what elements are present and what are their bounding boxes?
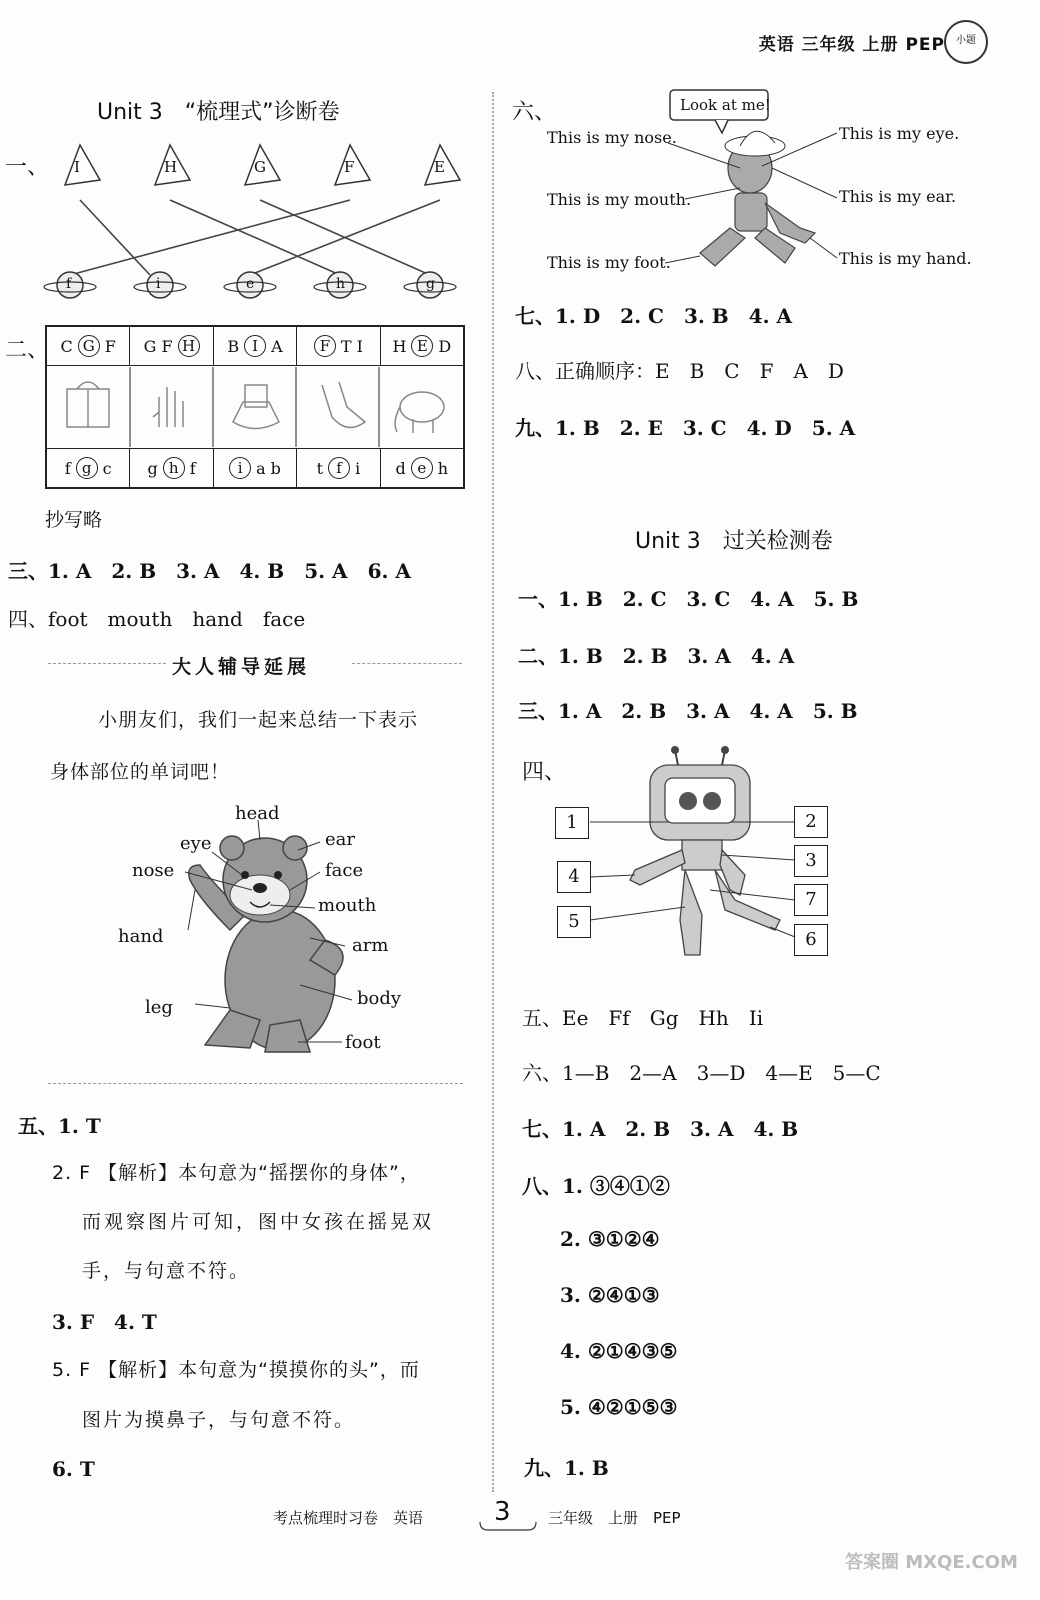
q2-label: 二、 (5, 338, 50, 363)
robot-box-7: 7 (794, 884, 828, 916)
grid-letter: f (189, 458, 196, 478)
extension-text: 小朋友们，我们一起来总结一下表示 (98, 709, 419, 731)
grid-letter: c (102, 458, 112, 478)
label-mouth: This is my mouth. (547, 190, 692, 209)
robot-box-3: 3 (794, 845, 828, 877)
robot-box-6: 6 (794, 924, 828, 956)
r8-4: 4. ②①④③⑤ (560, 1339, 678, 1363)
bear-label-foot: foot (345, 1032, 381, 1053)
planet-letter: i (156, 276, 161, 292)
r8-3: 3. ②④①③ (560, 1283, 660, 1307)
q5-5-line: 5. F 【解析】本句意为“摸摸你的头”，而 (52, 1359, 420, 1381)
q9-answers: 九、1. B 2. E 3. C 4. D 5. A (515, 416, 856, 440)
circled-letter: i (229, 457, 251, 479)
bear-label-face: face (325, 860, 364, 881)
label-ear: This is my ear. (839, 187, 957, 206)
q8-answers: 八、正确顺序：E B C F A D (515, 359, 844, 383)
right-title: Unit 3 过关检测卷 (635, 529, 833, 554)
bear-label-hand: hand (118, 926, 164, 947)
letter-picture-grid (45, 325, 465, 489)
q7-answers: 七、1. D 2. C 3. B 4. A (515, 304, 793, 328)
bear-label-nose: nose (132, 860, 175, 881)
divider-dash (48, 1083, 463, 1084)
grid-bottom-row (47, 448, 463, 487)
circled-letter: f (328, 457, 350, 479)
grid-letter: F (104, 336, 116, 356)
planet-letter: e (246, 276, 255, 292)
r8-2: 2. ③①②④ (560, 1227, 660, 1251)
circled-letter: G (78, 335, 100, 357)
bear-label-ear: ear (325, 829, 355, 850)
robot-box-5: 5 (557, 906, 591, 938)
grid-letter: I (356, 336, 363, 356)
footer-left: 考点梳理时习卷 英语 (273, 1509, 424, 1527)
rocket-letter: H (164, 158, 178, 176)
q5-2-line: 而观察图片可知，图中女孩在摇晃双 (82, 1211, 435, 1233)
circled-letter: H (178, 335, 200, 357)
grid-letter: C (60, 336, 73, 356)
q5-6: 6. T (52, 1457, 95, 1481)
bear-label-body: body (357, 988, 402, 1009)
r8-1: 八、1. ③④①② (522, 1174, 670, 1198)
divider-dash (48, 663, 166, 664)
r2-answers: 二、1. B 2. B 3. A 4. A (518, 644, 795, 668)
rocket-letter: E (434, 158, 445, 176)
left-title: Unit 3 “梳理式”诊断卷 (97, 100, 340, 125)
bear-label-arm: arm (352, 935, 389, 956)
copy-note: 抄写略 (45, 509, 103, 531)
r5-answers: 五、Ee Ff Gg Hh Ii (522, 1006, 764, 1030)
grid-top-row (47, 327, 463, 366)
circled-letter: h (163, 457, 185, 479)
extension-title: 大人辅导延展 (172, 656, 311, 678)
q5-3: 3. F 4. T (52, 1310, 157, 1334)
speech-bubble: Look at me! (680, 96, 771, 114)
robot-box-2: 2 (794, 806, 828, 838)
q5-2-line: 2. F 【解析】本句意为“摇摆你的身体”， (52, 1162, 420, 1184)
rocket-letter: I (74, 158, 80, 176)
page-number-bracket (478, 1520, 538, 1532)
bear-label-mouth: mouth (318, 895, 377, 916)
r4-label: 四、 (522, 760, 567, 785)
column-divider (492, 92, 494, 1492)
page-number: 3 (494, 1497, 511, 1527)
robot-box-4: 4 (557, 861, 591, 893)
r8-5: 5. ④②①⑤③ (560, 1395, 678, 1419)
grid-letter: a (256, 458, 266, 478)
grid-letter: g (147, 458, 158, 478)
circled-letter: e (411, 457, 433, 479)
rocket-letter: F (344, 158, 355, 176)
grid-letter: F (161, 336, 173, 356)
q6-label: 六、 (512, 100, 557, 125)
watermark: 答案圈 MXQE.COM (845, 1552, 1018, 1573)
label-nose: This is my nose. (547, 128, 677, 147)
q4-answers: 四、foot mouth hand face (8, 607, 306, 631)
grid-letter: b (270, 458, 281, 478)
r7-answers: 七、1. A 2. B 3. A 4. B (522, 1117, 799, 1141)
r3-answers: 三、1. A 2. B 3. A 4. A 5. B (518, 699, 858, 723)
q5-5-line: 图片为摸鼻子，与句意不符。 (82, 1409, 356, 1431)
bear-label-eye: eye (180, 833, 212, 854)
circled-letter: F (314, 335, 336, 357)
q3-answers: 三、1. A 2. B 3. A 4. B 5. A 6. A (8, 559, 411, 583)
q5-1: 五、1. T (18, 1114, 101, 1138)
grid-letter: G (143, 336, 157, 356)
bear-label-head: head (235, 803, 280, 824)
grid-letter: T (340, 336, 352, 356)
bear-label-leg: leg (145, 997, 173, 1018)
q1-label: 一、 (5, 155, 50, 180)
grid-letter: d (395, 458, 406, 478)
r9-answers: 九、1. B (524, 1456, 609, 1480)
grid-letter: h (437, 458, 449, 478)
circled-letter: g (76, 457, 98, 479)
q5-2-line: 手，与句意不符。 (82, 1260, 251, 1282)
grid-letter: t (316, 458, 324, 478)
grid-letter: B (227, 336, 240, 356)
header-text: 英语 三年级 上册 PEP (758, 35, 945, 55)
rocket-letter: G (254, 158, 266, 176)
grid-letter: i (355, 458, 361, 478)
grid-letter: A (271, 336, 283, 356)
label-eye: This is my eye. (839, 124, 960, 143)
grid-letter: H (392, 336, 407, 356)
circled-letter: E (411, 335, 433, 357)
footer-right: 三年级 上册 PEP (548, 1509, 681, 1527)
extension-text: 身体部位的单词吧！ (50, 761, 231, 783)
r1-answers: 一、1. B 2. C 3. C 4. A 5. B (518, 587, 859, 611)
grid-letter: f (64, 458, 71, 478)
grid-letter: D (438, 336, 452, 356)
planet-letter: f (66, 276, 72, 292)
label-hand: This is my hand. (839, 249, 972, 268)
label-foot: This is my foot. (547, 253, 671, 272)
r6-answers: 六、1—B 2—A 3—D 4—E 5—C (522, 1061, 881, 1085)
grid-pictures (47, 367, 463, 447)
planet-letter: h (336, 276, 346, 292)
publisher-logo: 小题 (944, 20, 988, 64)
robot-box-1: 1 (555, 807, 589, 839)
divider-dash (352, 663, 462, 664)
circled-letter: I (244, 335, 266, 357)
planet-letter: g (426, 276, 435, 292)
